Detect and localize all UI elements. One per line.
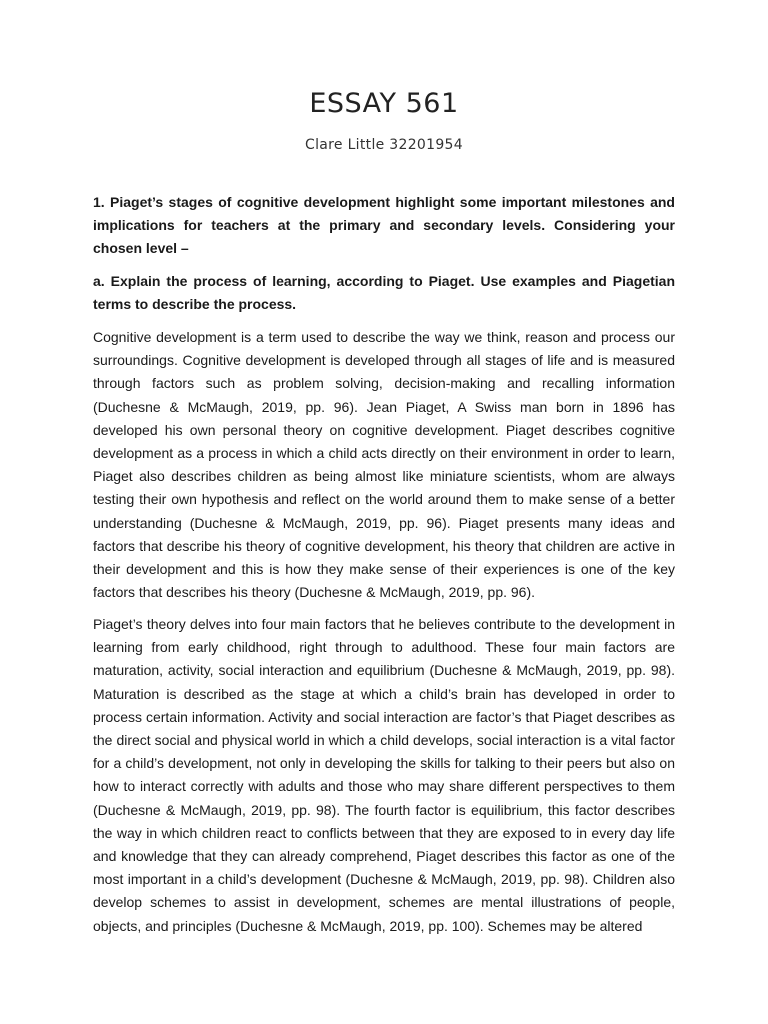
question-1: 1. Piaget’s stages of cognitive development highlight some important milestones and implications for teachers at the primary and secondary levels. Considering your chosen level – [93, 194, 675, 257]
body-paragraph-2: Piaget’s theory delves into four main factors that he believes contribute to the development in learning from early childhood, right through to adulthood. These four main factors are maturation, activity, social interaction and equilibrium (Duchesne & McMaugh, 2019, pp. 98). Maturation is described as the stage at which a child’s brain has developed in order to process certain information. Activity and social interaction are factor’s that Piaget describes as the direct social and physical world in which a child develops, social interaction is a vital factor for a child’s development, not only in developing the skills for talking to their peers but also on how to interact correctly with adults and those who may share different perspectives to them (Duchesne & McMaugh, 2019, pp. 98). The fourth factor is equilibrium, this factor describes the way in which children react to conflicts between that they are exposed to in every day life and knowledge that they can already comprehend, Piaget describes this factor as one of the most important in a child’s development (Duchesne & McMaugh, 2019, pp. 98). Children also develop schemes to assist in development, schemes are mental illustrations of people, objects, and principles (Duchesne & McMaugh, 2019, pp. 100). Schemes may be altered [93, 616, 675, 934]
body-paragraph-1: Cognitive development is a term used to describe the way we think, reason and process our surroundings. Cognitive development is developed through all stages of life and is measured through factors such as problem solving, decision-making and recalling information (Duchesne & McMaugh, 2019, pp. 96). Jean Piaget, A Swiss man born in 1896 has developed his own personal theory on cognitive development. Piaget describes cognitive development as a process in which a child acts directly on their environment in order to learn, Piaget also describes children as being almost like miniature scientists, whom are always testing their own hypothesis and reflect on the world around them to make sense of a better understanding (Duchesne & McMaugh, 2019, pp. 96). Piaget presents many ideas and factors that describe his theory of cognitive development, his theory that children are active in their development and this is how they make sense of their experiences is one of the key factors that describes his theory (Duchesne & McMaugh, 2019, pp. 96). [93, 329, 675, 601]
author-line: Clare Little 32201954 [305, 137, 463, 153]
essay-title: ESSAY 561 [309, 88, 459, 119]
question-1a: a. Explain the process of learning, according to Piaget. Use examples and Piagetian terms to describe the process. [93, 273, 675, 313]
